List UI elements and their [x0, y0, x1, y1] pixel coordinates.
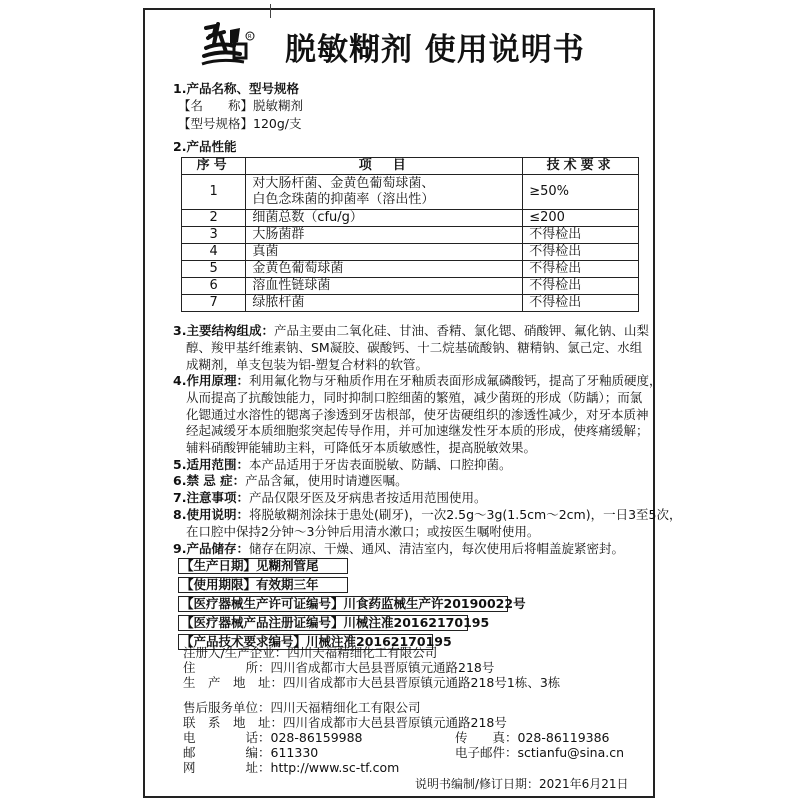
- row-number: 1: [182, 175, 246, 210]
- row-number: 5: [182, 261, 246, 278]
- table-header-row: [182, 158, 639, 175]
- section4-line: 利用氟化物与牙釉质作用在牙釉质表面形成氟磷酸钙，提高了牙釉质硬度，: [248, 373, 662, 388]
- website-value: http://www.sc-tf.com: [270, 760, 400, 775]
- section8-heading: 8.使用说明：: [173, 507, 249, 522]
- model-value: 120g/支: [253, 116, 302, 131]
- website-label: 网 址：: [183, 760, 271, 775]
- email-value: sctianfu@sina.cn: [517, 745, 625, 760]
- section3-line: 成糊剂，单支包装为铝-塑复合材料的软管。: [186, 356, 429, 372]
- production-address-row: [183, 675, 560, 691]
- production-address-label: 生 产 地 址：: [183, 675, 284, 690]
- performance-table: [181, 157, 639, 312]
- registrant-label: 注册人/生产企业：: [183, 645, 288, 660]
- section4-line: 从而提高了抗酸蚀能力，同时抑制口腔细菌的繁殖，减少菌斑的形成（防龋）；而氯: [186, 389, 643, 405]
- row-item-line: 白色念珠菌的抑菌率（溶出性）: [252, 192, 435, 207]
- production-license-box: 【医疗器械生产许可证编号】川食药监械生产许20190022号: [178, 596, 508, 612]
- product-name-row: [178, 98, 303, 114]
- table-row: [182, 244, 639, 261]
- email-row: [455, 745, 624, 761]
- section9-heading: 9.产品储存：: [173, 541, 249, 556]
- row-item-line: 对大肠杆菌、金黄色葡萄球菌、: [252, 176, 435, 191]
- row-number: 4: [182, 244, 246, 261]
- postcode-label: 邮 编：: [183, 745, 271, 760]
- table-header: 序号: [182, 158, 246, 175]
- row-item: 绿脓杆菌: [246, 295, 523, 312]
- row-number: 2: [182, 210, 246, 227]
- phone-value: 028-86159988: [270, 730, 363, 745]
- section1-heading: 1.产品名称、型号规格: [173, 81, 299, 96]
- service-unit-value: 四川天福精细化工有限公司: [270, 700, 421, 715]
- section4: [173, 373, 661, 457]
- row-requirement: 不得检出: [523, 295, 639, 312]
- row-number: 3: [182, 227, 246, 244]
- expiry-box: 【使用期限】有效期三年: [178, 577, 348, 593]
- row-number: 7: [182, 295, 246, 312]
- production-address-value: 四川省成都市大邑县晋原镇元通路218号1栋、3栋: [283, 675, 561, 690]
- row-item: 金黄色葡萄球菌: [246, 261, 523, 278]
- section9-text: 储存在阴凉、干燥、通风、清洁室内，每次使用后将帽盖旋紧密封。: [248, 541, 624, 556]
- email-label: 电子邮件：: [455, 745, 518, 760]
- section6: [173, 473, 408, 490]
- table-row: [182, 278, 639, 295]
- section7-heading: 7.注意事项：: [173, 490, 249, 505]
- model-row: [178, 116, 302, 132]
- section3-line: 产品主要由二氧化硅、甘油、香精、氯化锶、硝酸钾、氟化钠、山梨: [273, 323, 649, 338]
- section4-line: 经起减缓牙本质细胞浆突起传导作用，并可加速继发性牙本质的形成，使疼痛缓解；: [186, 423, 649, 439]
- table-row: [182, 175, 639, 210]
- row-item: 溶血性链球菌: [246, 278, 523, 295]
- row-item: 真菌: [246, 244, 523, 261]
- section3-heading: 3.主要结构组成：: [173, 323, 274, 338]
- service-address-row: [183, 715, 507, 731]
- row-requirement: 不得检出: [523, 227, 639, 244]
- svg-text:R: R: [248, 34, 252, 40]
- table-row: [182, 295, 639, 312]
- service-unit-label: 售后服务单位：: [183, 700, 271, 715]
- postcode-row: [183, 745, 318, 761]
- row-requirement: 不得检出: [523, 261, 639, 278]
- row-requirement: ≤200: [523, 210, 639, 227]
- service-address-value: 四川省成都市大邑县晋原镇元通路218号: [283, 715, 507, 730]
- section2-heading: 2.产品性能: [173, 139, 237, 154]
- table-row: [182, 261, 639, 278]
- table-row: [182, 210, 639, 227]
- row-item: [246, 175, 523, 210]
- row-number: 6: [182, 278, 246, 295]
- fax-value: 028-86119386: [517, 730, 610, 745]
- row-item: 细菌总数（cfu/g）: [246, 210, 523, 227]
- technical-requirement-box: 【产品技术要求编号】川械注准20162170195: [178, 634, 433, 650]
- website-row: [183, 760, 399, 776]
- crop-mark: [270, 4, 271, 18]
- section8-line: 将脱敏糊剂涂抹于患处(刷牙)，一次2.5g～3g(1.5cm～2cm)，一日3至5次，: [248, 507, 682, 522]
- table-header: 技术要求: [523, 158, 639, 175]
- section4-line: 辅料硝酸钾能辅助主料，可降低牙本质敏感性，提高脱敏效果。: [186, 440, 537, 456]
- phone-row: [183, 730, 363, 746]
- document-title: 脱敏糊剂 使用说明书: [285, 32, 585, 68]
- section8: [173, 507, 682, 541]
- registrant-address-row: [183, 660, 494, 676]
- production-date-box: 【生产日期】见糊剂管尾: [178, 558, 348, 574]
- model-label: 【型号规格】: [178, 116, 254, 131]
- registrant-value: 四川天福精细化工有限公司: [287, 645, 438, 660]
- row-item: 大肠菌群: [246, 227, 523, 244]
- address-label: 住 所：: [183, 660, 271, 675]
- revision-date: 说明书编制/修订日期：2021年6月21日: [415, 777, 629, 791]
- section7: [173, 490, 486, 507]
- row-requirement: ≥50%: [523, 175, 639, 210]
- table-header: 项 目: [246, 158, 523, 175]
- section9: [173, 541, 624, 558]
- fax-row: [455, 730, 610, 746]
- phone-label: 电 话：: [183, 730, 271, 745]
- postcode-value: 611330: [270, 745, 319, 760]
- section8-line: 在口腔中保持2分钟～3分钟后用清水漱口；或按医生嘱咐使用。: [186, 523, 540, 539]
- row-requirement: 不得检出: [523, 244, 639, 261]
- registration-number-box: 【医疗器械产品注册证编号】川械注准20162170195: [178, 615, 468, 631]
- section6-heading: 6.禁 忌 症：: [173, 473, 246, 488]
- section6-text: 产品含氟，使用时请遵医嘱。: [245, 473, 408, 488]
- address-value: 四川省成都市大邑县晋原镇元通路218号: [270, 660, 495, 675]
- section5: [173, 457, 511, 474]
- registrant-row: [183, 645, 437, 661]
- section3-line: 醇、羧甲基纤维素钠、SM凝胶、碳酸钙、十二烷基硫酸钠、糖精钠、氯己定、水组: [186, 339, 643, 355]
- section5-heading: 5.适用范围：: [173, 457, 249, 472]
- row-requirement: 不得检出: [523, 278, 639, 295]
- section4-line: 化锶通过水溶性的锶离子渗透到牙齿根部，使牙齿硬组织的渗透性减少，对牙本质神: [186, 406, 649, 422]
- fax-label: 传 真：: [455, 730, 518, 745]
- section3: [173, 323, 649, 373]
- section7-text: 产品仅限牙医及牙病患者按适用范围使用。: [248, 490, 487, 505]
- service-unit-row: [183, 700, 421, 716]
- section5-text: 本产品适用于牙齿表面脱敏、防龋、口腔抑菌。: [248, 457, 512, 472]
- table-row: [182, 227, 639, 244]
- service-address-label: 联 系 地 址：: [183, 715, 284, 730]
- product-name-label: 【名 称】: [178, 98, 254, 113]
- brand-logo: [200, 22, 258, 68]
- section4-heading: 4.作用原理：: [173, 373, 249, 388]
- product-name-value: 脱敏糊剂: [253, 98, 304, 113]
